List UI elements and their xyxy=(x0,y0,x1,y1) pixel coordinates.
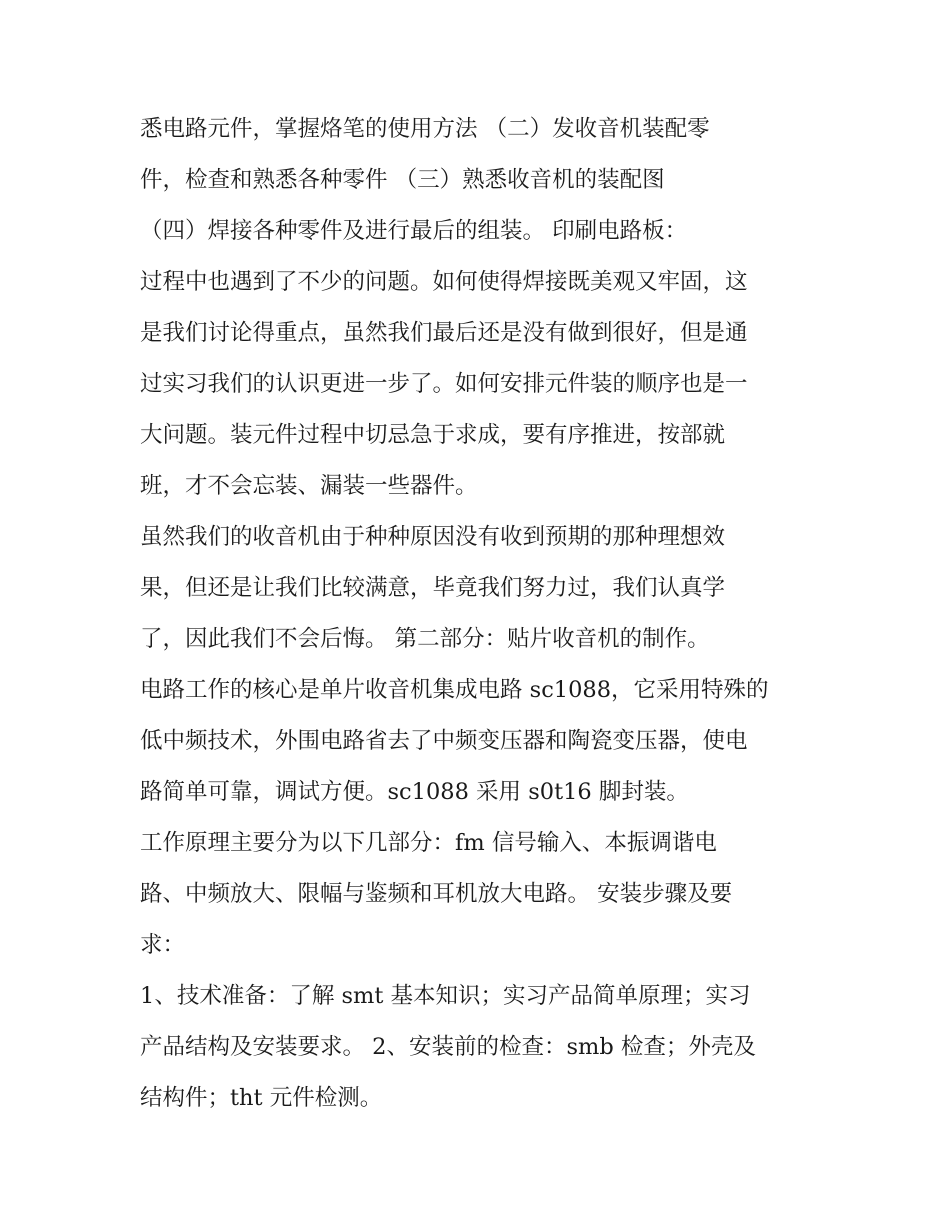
text-line: 悉电路元件，掌握烙笔的使用方法 （二）发收音机装配零 xyxy=(140,116,710,142)
text-line: 工作原理主要分为以下几部分：fm 信号输入、本振调谐电 xyxy=(140,830,717,856)
text-line: 1、技术准备：了解 smt 基本知识；实习产品简单原理；实习 xyxy=(140,983,751,1009)
text-line: 过实习我们的认识更进一步了。如何安排元件装的顺序也是一 xyxy=(140,371,748,397)
text-line: 求： xyxy=(140,932,186,958)
text-line: 低中频技术，外围电路省去了中频变压器和陶瓷变压器，使电 xyxy=(140,728,748,754)
text-line: 了，因此我们不会后悔。 第二部分：贴片收音机的制作。 xyxy=(140,626,710,652)
text-line: 结构件；tht 元件检测。 xyxy=(140,1085,383,1111)
text-line: 件，检查和熟悉各种零件 （三）熟悉收音机的装配图 xyxy=(140,167,665,193)
text-line: （四）焊接各种零件及进行最后的组装。 印刷电路板： xyxy=(140,218,688,244)
text-line: 电路工作的核心是单片收音机集成电路 sc1088，它采用特殊的 xyxy=(140,677,769,703)
text-line: 果，但还是让我们比较满意，毕竟我们努力过，我们认真学 xyxy=(140,575,726,601)
text-line: 班，才不会忘装、漏装一些器件。 xyxy=(140,473,478,499)
text-line: 虽然我们的收音机由于种种原因没有收到预期的那种理想效 xyxy=(140,524,726,550)
text-line: 路简单可靠，调试方便。sc1088 采用 s0t16 脚封装。 xyxy=(140,779,689,805)
text-line: 产品结构及安装要求。 2、安装前的检查：smb 检查；外壳及 xyxy=(140,1034,756,1060)
text-line: 路、中频放大、限幅与鉴频和耳机放大电路。 安装步骤及要 xyxy=(140,881,733,907)
text-line: 过程中也遇到了不少的问题。如何使得焊接既美观又牢固，这 xyxy=(140,269,748,295)
text-line: 大问题。装元件过程中切忌急于求成，要有序推进，按部就 xyxy=(140,422,726,448)
text-line: 是我们讨论得重点，虽然我们最后还是没有做到很好，但是通 xyxy=(140,320,748,346)
document-body xyxy=(140,104,812,1124)
